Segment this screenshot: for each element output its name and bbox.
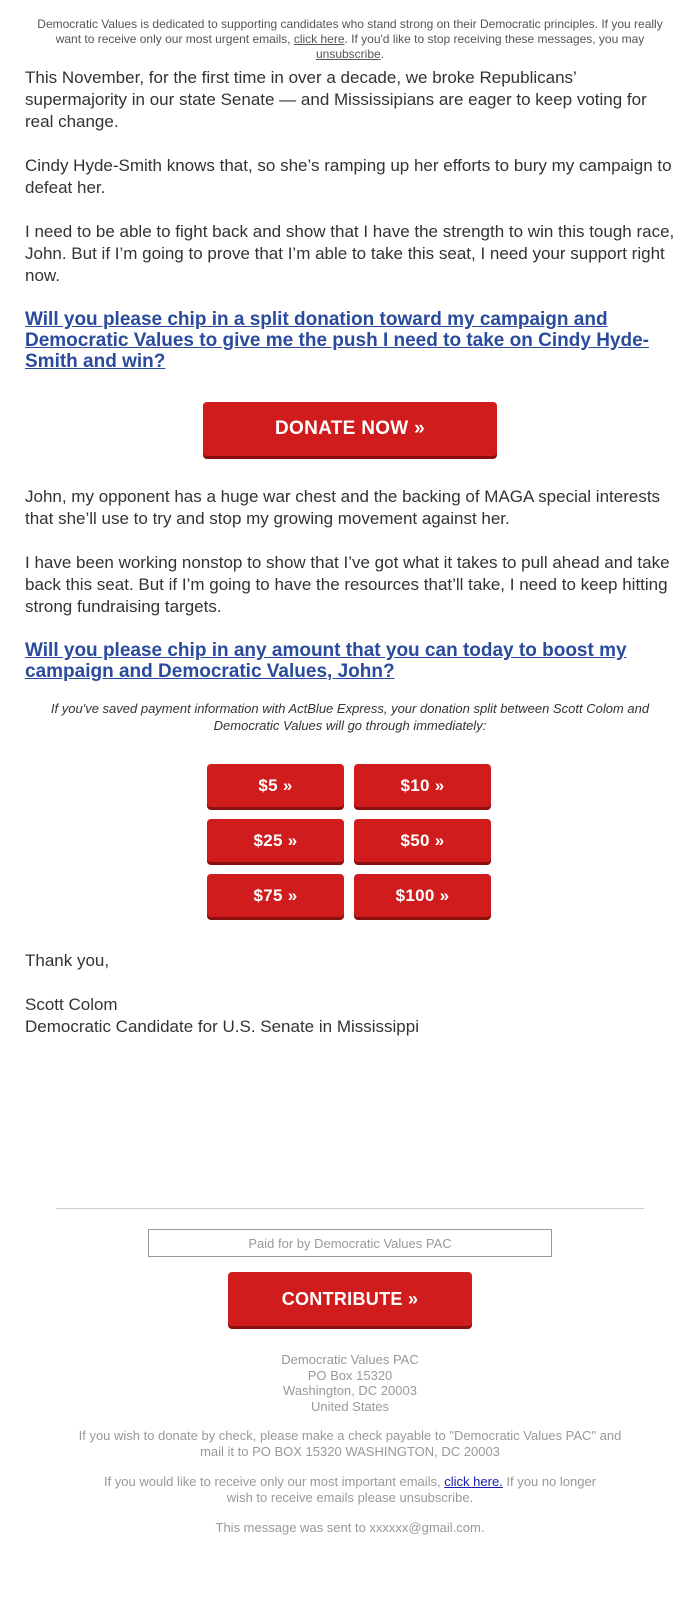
top-disclaimer: [0, 0, 700, 62]
disclaimer-text-2: . If you'd like to stop receiving these messages, you may: [344, 32, 645, 46]
thank-you: Thank you,: [25, 951, 110, 970]
important-emails-link[interactable]: click here.: [444, 1474, 503, 1489]
actblue-express-note: If you've saved payment information with ActBlue Express, your donation split between Scott Colom and Democratic Values will go through immediately:: [50, 701, 650, 733]
address-line: United States: [310, 1398, 390, 1414]
mailing-address: [0, 1352, 700, 1414]
signer-name: Scott Colom: [25, 995, 118, 1014]
address-line: Democratic Values PAC: [281, 1352, 419, 1367]
donate-5-button[interactable]: $5 »: [207, 764, 344, 807]
disclaimer-text: Democratic Values is dedicated to supporting candidates who stand strong on their Democratic principles. If you really want to receive only our most urgent emails,: [37, 17, 663, 46]
disclaimer-end: .: [380, 47, 385, 61]
email-preferences-note: [0, 1474, 700, 1505]
paragraph: I need to be able to fight back and show that I have the strength to win this tough race, John. But if I’m going to prove that I’m able to take this seat, I need your support right now.: [25, 222, 675, 285]
address-line: PO Box 15320: [307, 1367, 393, 1383]
preferences-text: If you would like to receive only our most important emails,: [103, 1474, 445, 1489]
split-donation-headline-link[interactable]: Will you please chip in a split donation toward my campaign and Democratic Values to give me the push I need to take on Cindy Hyde-Smith and win?: [25, 309, 649, 372]
paragraph: I have been working nonstop to show that I’ve got what it takes to pull ahead and take back this seat. But if I’m going to have the resources that’ll take, I need to keep hitting strong fundraising targets.: [25, 553, 670, 616]
urgent-emails-link[interactable]: click here: [293, 32, 345, 46]
donate-10-button[interactable]: $10 »: [354, 764, 491, 807]
address-line: Washington, DC 20003: [283, 1383, 417, 1398]
unsubscribe-link[interactable]: unsubscribe: [315, 47, 381, 61]
paid-for-box: Paid for by Democratic Values PAC: [148, 1229, 552, 1257]
check-donation-note: If you wish to donate by check, please make a check payable to "Democratic Values PAC" and mail it to PO BOX 15320 WASHINGTON, DC 20003: [78, 1428, 622, 1459]
contribute-button[interactable]: CONTRIBUTE »: [228, 1272, 472, 1326]
paragraph: This November, for the first time in over a decade, we broke Republicans’ supermajority in our state Senate — and Mississipians are eager to keep voting for real change.: [25, 68, 647, 131]
sent-to-notice: This message was sent to xxxxxx@gmail.com.: [215, 1520, 485, 1535]
donate-50-button[interactable]: $50 »: [354, 819, 491, 862]
donate-75-button[interactable]: $75 »: [207, 874, 344, 917]
message-content: [0, 62, 700, 1038]
donate-25-button[interactable]: $25 »: [207, 819, 344, 862]
paragraph: Cindy Hyde-Smith knows that, so she’s ramping up her efforts to bury my campaign to defeat her.: [25, 156, 672, 197]
paragraph: John, my opponent has a huge war chest and the backing of MAGA special interests that she’ll use to try and stop my growing movement against her.: [25, 487, 661, 528]
preferences-text-2: If you no longer wish to receive emails please unsubscribe.: [226, 1474, 597, 1505]
donate-100-button[interactable]: $100 »: [354, 874, 491, 917]
signer-title: Democratic Candidate for U.S. Senate in Mississippi: [25, 1017, 419, 1036]
amount-buttons: [207, 764, 493, 917]
donate-now-button[interactable]: DONATE NOW »: [203, 402, 497, 456]
any-amount-headline-link[interactable]: Will you please chip in any amount that you can today to boost my campaign and Democratic Values, John?: [25, 640, 627, 682]
